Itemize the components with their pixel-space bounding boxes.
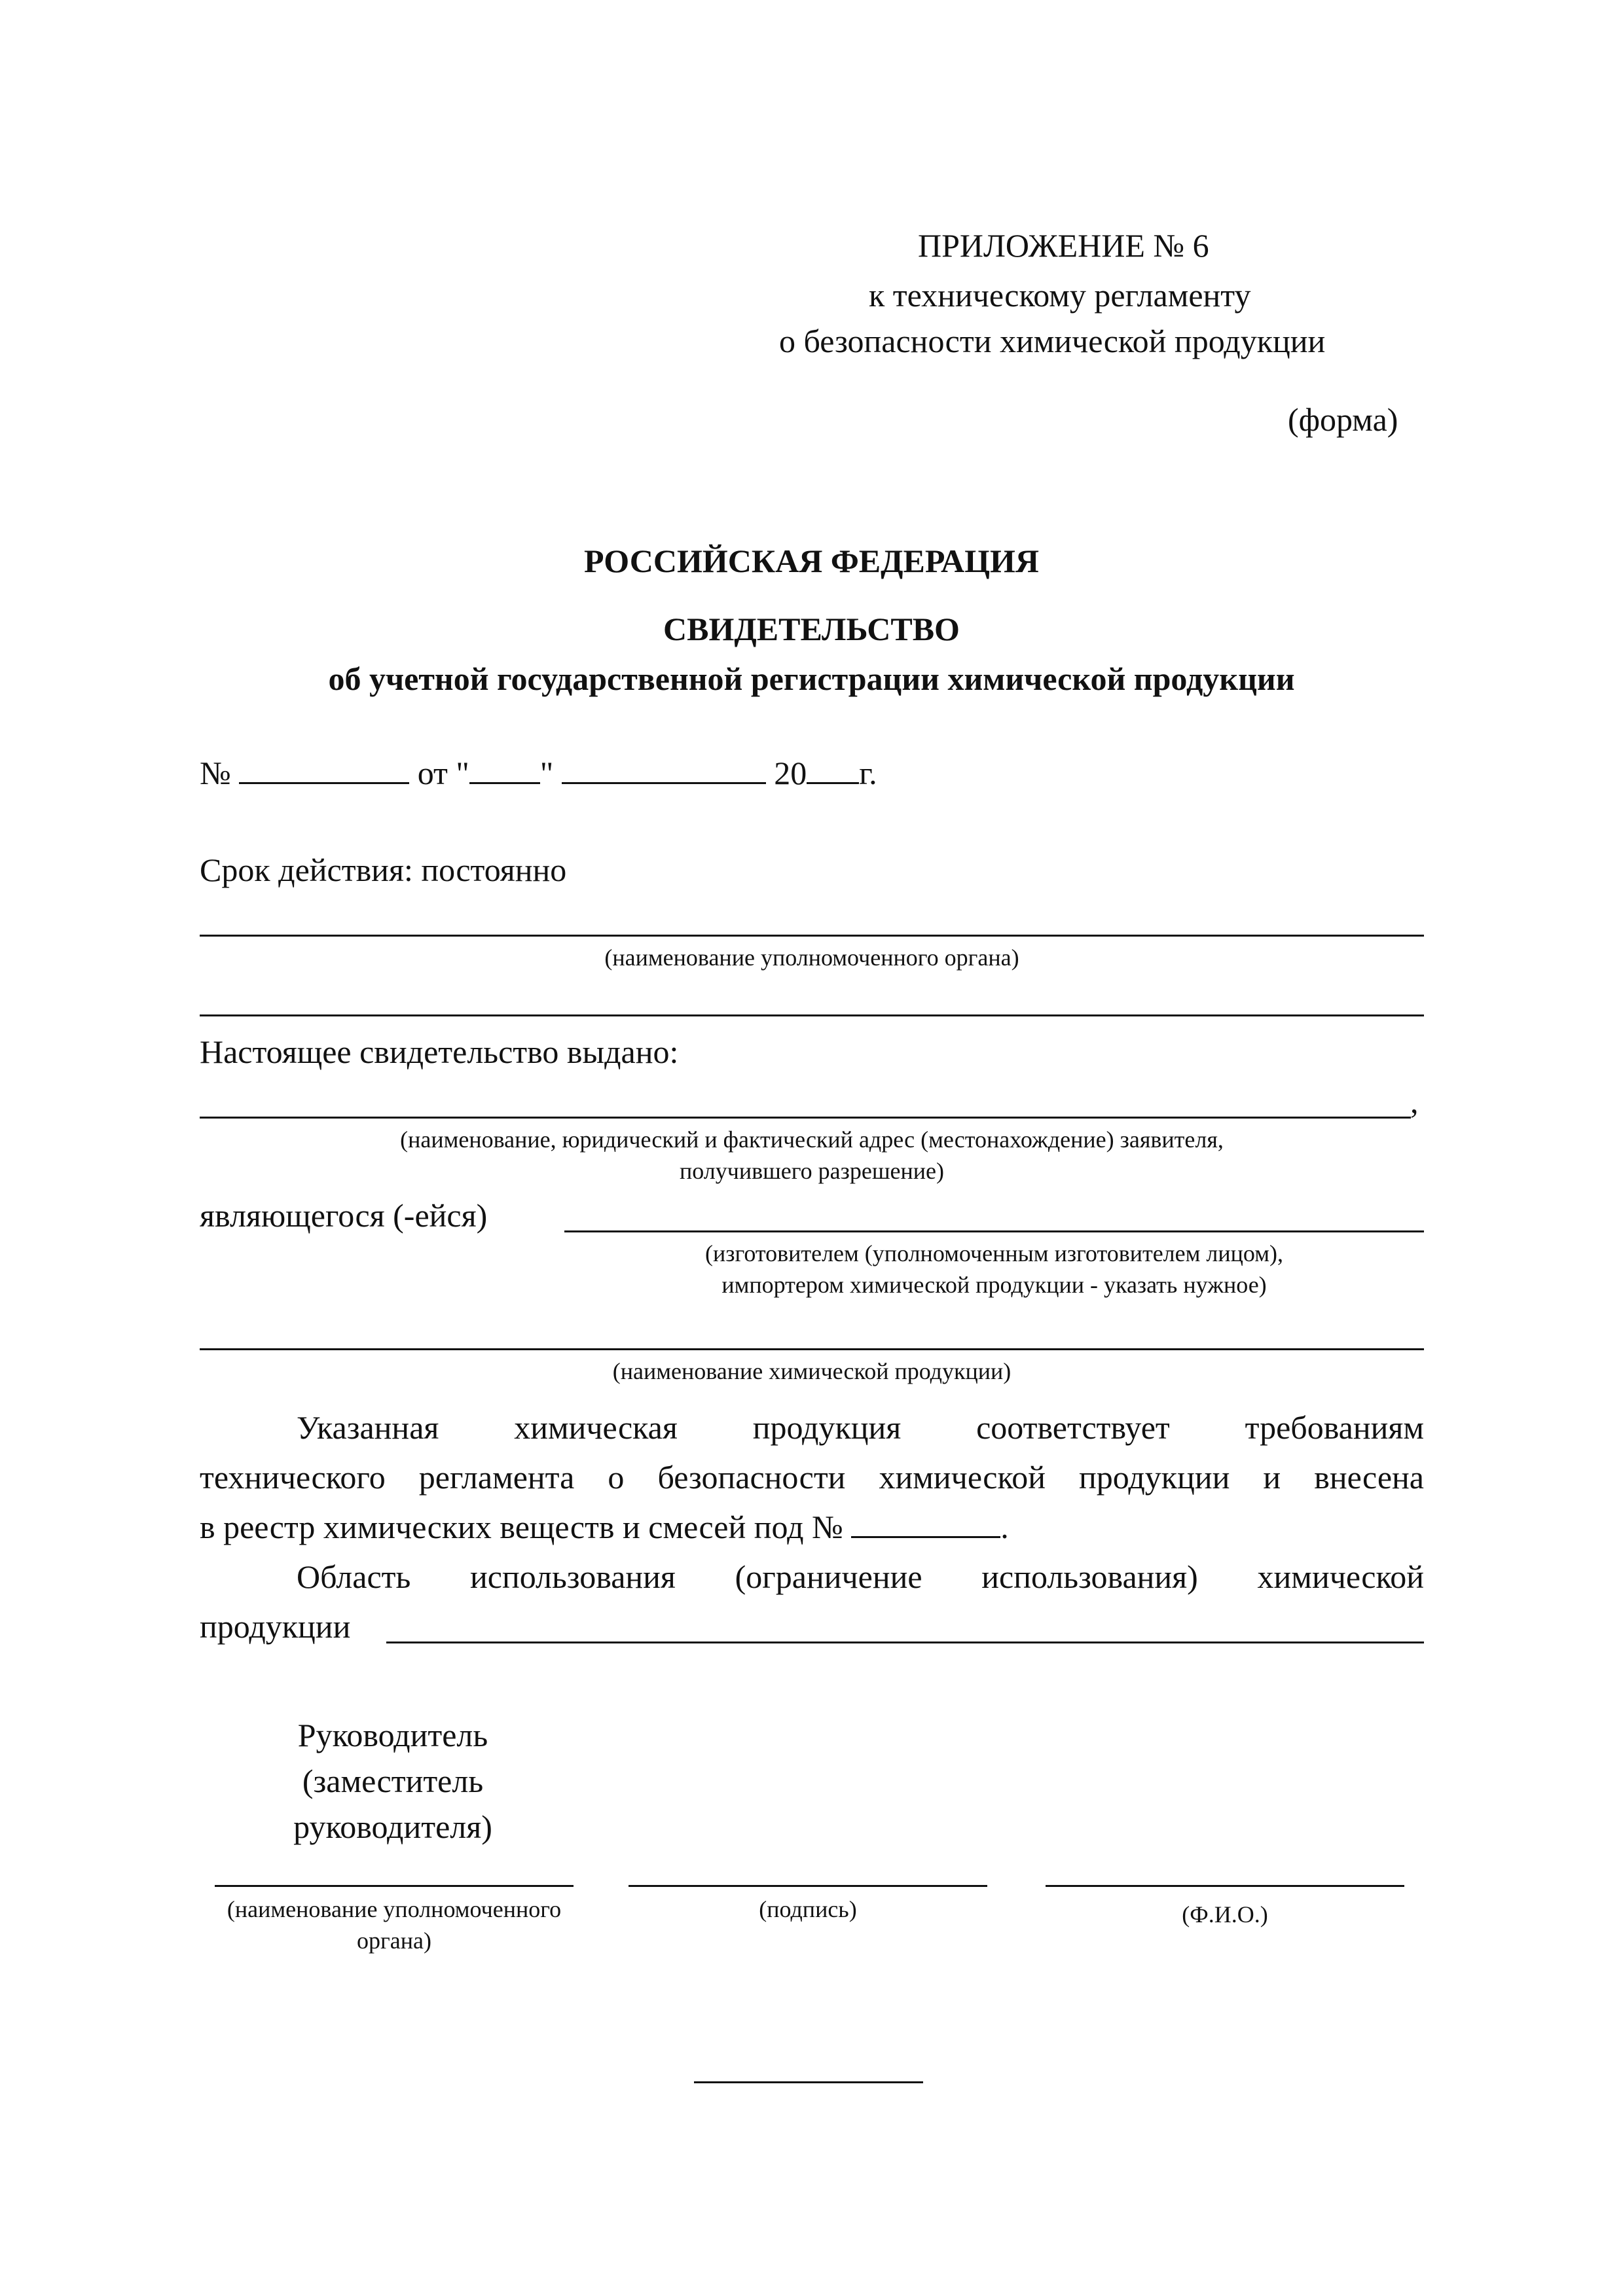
registry-period: . — [1000, 1509, 1009, 1545]
body-p2-line-1: Область использования (ограничение использования) химической — [297, 1558, 1424, 1595]
signatory-role-line-1: Руководитель — [297, 1717, 488, 1753]
applicant-comma: , — [1410, 1083, 1419, 1120]
applicant-caption-line-2: получившего разрешение) — [679, 1158, 945, 1184]
applicant-caption-line-1: (наименование, юридический и фактический адрес (местонахождение) заявителя, — [400, 1126, 1224, 1153]
authority-field[interactable] — [200, 935, 1424, 937]
number-field[interactable] — [239, 753, 409, 784]
document-title: СВИДЕТЕЛЬСТВО — [663, 611, 960, 647]
signature-field[interactable] — [629, 1885, 987, 1887]
signatory-role-line-2: (заместитель — [302, 1763, 484, 1799]
authority-field-2[interactable] — [200, 1014, 1424, 1016]
appendix-line-2: о безопасности химической продукции — [779, 323, 1326, 359]
validity-text: Срок действия: постоянно — [200, 852, 567, 888]
appendix-line-1: к техническому регламенту — [869, 277, 1251, 314]
body-p1-line-1: Указанная химическая продукция соответствует требованиям — [297, 1409, 1424, 1446]
authority-signature-caption-line-1: (наименование уполномоченного — [227, 1896, 562, 1922]
authority-caption: (наименование уполномоченного органа) — [604, 944, 1019, 971]
usage-field[interactable] — [386, 1641, 1424, 1643]
applicant-field[interactable] — [200, 1117, 1411, 1119]
signatory-role-line-3: руководителя) — [293, 1808, 492, 1845]
registry-number-field[interactable] — [851, 1507, 1000, 1538]
product-field[interactable] — [200, 1348, 1424, 1350]
closing-divider — [694, 2081, 923, 2083]
country-title: РОССИЙСКАЯ ФЕДЕРАЦИЯ — [583, 543, 1040, 579]
year-suffix: г. — [859, 755, 877, 791]
product-caption: (наименование химической продукции) — [612, 1358, 1012, 1384]
body-p1-line-2: технического регламента о безопасности химической продукции и внесена — [200, 1459, 1424, 1496]
number-date-line — [200, 753, 877, 793]
authority-signature-field[interactable] — [215, 1885, 574, 1887]
from-word: от " — [417, 755, 469, 791]
registry-text: в реестр химических веществ и смесей под № — [200, 1509, 843, 1545]
closing-quote: " — [539, 755, 554, 791]
role-caption-line-1: (изготовителем (уполномоченным изготовителем лицом), — [704, 1240, 1283, 1266]
month-field[interactable] — [562, 753, 766, 784]
body-p1-line-3 — [200, 1507, 1009, 1547]
name-caption: (Ф.И.О.) — [1182, 1901, 1268, 1928]
issued-to-text: Настоящее свидетельство выдано: — [200, 1033, 679, 1070]
being-text: являющегося (-ейся) — [200, 1197, 488, 1234]
number-sign: № — [200, 755, 231, 791]
appendix-title: ПРИЛОЖЕНИЕ № 6 — [918, 227, 1209, 264]
day-field[interactable] — [469, 753, 540, 784]
name-field[interactable] — [1046, 1885, 1404, 1887]
signature-caption: (подпись) — [759, 1896, 857, 1922]
authority-signature-caption-line-2: органа) — [357, 1928, 431, 1954]
year-prefix: 20 — [774, 755, 807, 791]
role-caption-line-2: импортером химической продукции - указать нужное) — [721, 1272, 1267, 1298]
form-label: (форма) — [1288, 401, 1398, 438]
document-subtitle: об учетной государственной регистрации химической продукции — [328, 660, 1295, 697]
year-field[interactable] — [807, 753, 859, 784]
body-p2-line-2: продукции — [200, 1608, 351, 1645]
role-field[interactable] — [564, 1230, 1424, 1232]
